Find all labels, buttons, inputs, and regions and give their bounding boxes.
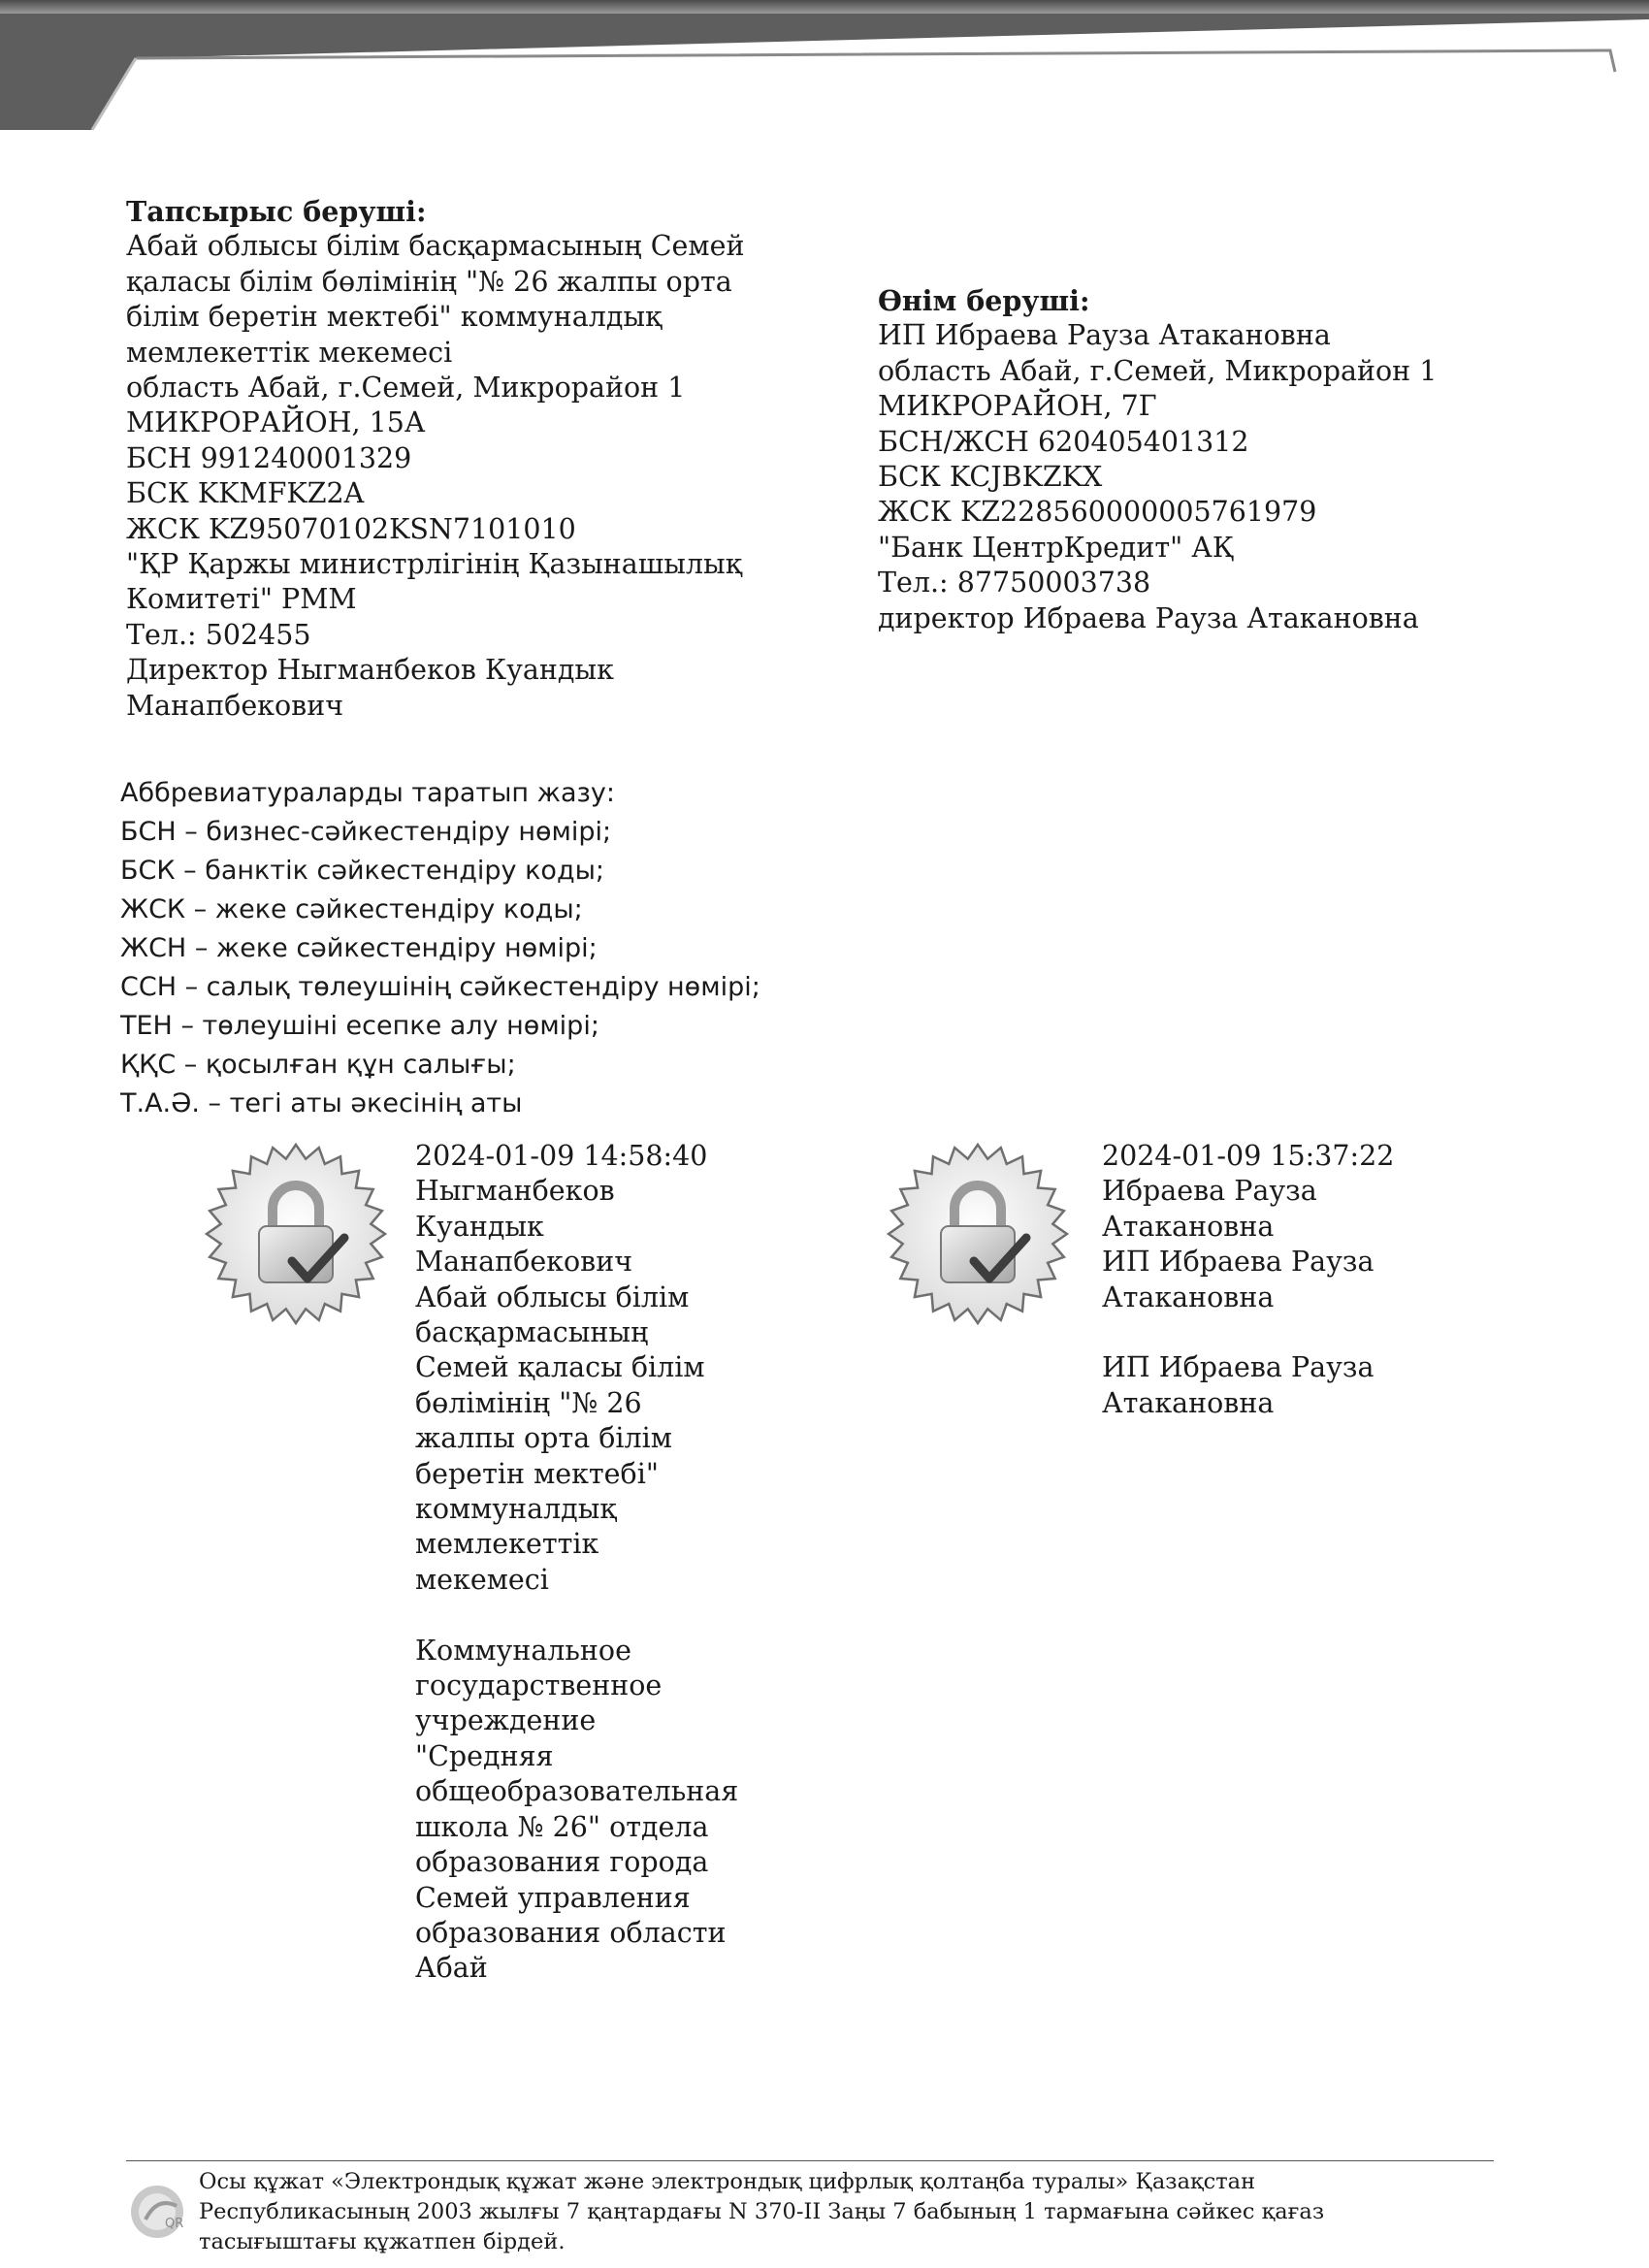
supplier-line: БСН/ЖСН 620405401312 — [878, 425, 1249, 458]
signature-line: Семей қаласы білім — [415, 1351, 705, 1384]
signature-spacer — [415, 1598, 738, 1633]
padlock-check-seal-icon — [881, 1137, 1075, 1331]
abbreviation-item: Т.А.Ә. – тегі аты әкесінің аты — [120, 1088, 523, 1118]
customer-line: "ҚР Қаржы министрлігінің Қазынашылық — [126, 548, 742, 581]
supplier-line: "Банк ЦентрКредит" АҚ — [878, 531, 1234, 564]
customer-line: МИКРОРАЙОН, 15А — [126, 406, 426, 439]
signature-line: образования города — [415, 1846, 709, 1879]
abbreviation-item: БСН – бизнес-сәйкестендіру нөмірі; — [120, 817, 612, 847]
scan-edge — [0, 0, 1649, 14]
abbreviation-item: ССН – салық төлеушінің сәйкестендіру нөмірі; — [120, 972, 760, 1002]
signature-line: Атакановна — [1102, 1386, 1275, 1419]
customer-line: қаласы білім бөлімінің "№ 26 жалпы орта — [126, 265, 732, 298]
abbreviation-item: ЖСК – жеке сәйкестендіру коды; — [120, 894, 583, 924]
customer-line: БСН 991240001329 — [126, 441, 412, 474]
signature-line: Абай облысы білім — [415, 1280, 690, 1313]
supplier-line: директор Ибраева Рауза Атакановна — [878, 601, 1419, 634]
signature-line: мекемесі — [415, 1563, 549, 1596]
footer-divider — [126, 2160, 1494, 2161]
signature-line: жалпы орта білім — [415, 1422, 672, 1455]
supplier-details — [878, 283, 1437, 636]
signature-line: школа № 26" отдела — [415, 1810, 709, 1843]
signature-line: общеобразовательная — [415, 1775, 739, 1808]
padlock-check-seal-icon — [199, 1137, 393, 1331]
signature-line: коммуналдық — [415, 1493, 617, 1526]
customer-signature-info — [415, 1139, 738, 1987]
customer-line: Манапбекович — [126, 689, 344, 722]
abbreviations-title: Аббревиатураларды таратып жазу: — [120, 778, 615, 808]
signature-timestamp: 2024-01-09 14:58:40 — [415, 1140, 708, 1172]
signature-line: ИП Ибраева Рауза — [1102, 1351, 1374, 1384]
supplier-line: БСК KCJBKZKX — [878, 461, 1103, 494]
customer-details — [126, 194, 744, 724]
abbreviation-item: ЖСН – жеке сәйкестендіру нөмірі; — [120, 933, 598, 963]
page-fold-shadow — [0, 14, 1649, 130]
supplier-line: ЖСК KZ228560000005761979 — [878, 496, 1317, 529]
signature-line: Атакановна — [1102, 1280, 1275, 1313]
signature-line: мемлекеттік — [415, 1528, 599, 1561]
customer-line: Абай облысы білім басқармасының Семей — [126, 230, 745, 263]
signature-line: ИП Ибраева Рауза — [1102, 1246, 1374, 1279]
signature-timestamp: 2024-01-09 15:37:22 — [1102, 1140, 1395, 1172]
customer-line: Директор Ныгманбеков Куандык — [126, 654, 614, 687]
customer-line: область Абай, г.Семей, Микрорайон 1 — [126, 372, 686, 405]
signature-line: "Средняя — [415, 1739, 554, 1772]
abbreviation-item: БСК – банктік сәйкестендіру коды; — [120, 856, 605, 886]
signature-line: Манапбекович — [415, 1246, 633, 1279]
signature-line: государственное — [415, 1669, 663, 1702]
supplier-line: МИКРОРАЙОН, 7Г — [878, 390, 1157, 423]
signature-line: Атакановна — [1102, 1210, 1275, 1243]
signature-line: Абай — [415, 1952, 488, 1985]
customer-line: мемлекеттік мекемесі — [126, 336, 453, 369]
signature-line: басқармасының — [415, 1316, 649, 1349]
abbreviations-list — [120, 774, 760, 1123]
qr-stamp-icon — [126, 2177, 194, 2245]
signature-line: образования области — [415, 1916, 727, 1949]
signature-line: Ныгманбеков — [415, 1175, 615, 1208]
signature-line: Семей управления — [415, 1881, 691, 1914]
customer-line: БСК KKMFKZ2A — [126, 477, 365, 510]
abbreviation-item: ТЕН – төлеушіні есепке алу нөмірі; — [120, 1011, 599, 1041]
signature-line: бөлімінің "№ 26 — [415, 1386, 642, 1419]
svg-text:QR: QR — [165, 2217, 184, 2231]
legal-footer-note: Осы құжат «Электрондық құжат және электрондық цифрлық қолтаңба туралы» Қазақстан Республикасының 2003 жылғы 7 қаңтардағы N 370-II Заңы 7 бабының 1 тармағына сәйкес қағаз тасығыштағы құжатпен бірдей. — [199, 2169, 1325, 2254]
signature-line: беретін мектебі" — [415, 1457, 659, 1490]
abbreviation-item: ҚҚС – қосылған құн салығы; — [120, 1050, 516, 1080]
supplier-line: Тел.: 87750003738 — [878, 567, 1151, 599]
customer-line: білім беретін мектебі" коммуналдық — [126, 301, 663, 334]
signature-line: Коммунальное — [415, 1634, 631, 1667]
supplier-line: ИП Ибраева Рауза Атакановна — [878, 319, 1331, 352]
customer-line: Тел.: 502455 — [126, 618, 311, 651]
padlock-body — [941, 1226, 1015, 1282]
customer-line: Комитеті" РММ — [126, 583, 357, 616]
supplier-heading: Өнім беруші: — [878, 284, 1090, 317]
customer-heading: Тапсырыс беруші: — [126, 195, 427, 228]
signature-line: учреждение — [415, 1704, 597, 1737]
signature-spacer — [1102, 1315, 1394, 1350]
supplier-signature-info — [1102, 1139, 1394, 1421]
signature-line: Ибраева Рауза — [1102, 1175, 1317, 1208]
signature-line: Куандык — [415, 1210, 544, 1243]
supplier-line: область Абай, г.Семей, Микрорайон 1 — [878, 354, 1438, 387]
padlock-body — [259, 1226, 333, 1282]
customer-line: ЖСК KZ95070102KSN7101010 — [126, 512, 576, 545]
